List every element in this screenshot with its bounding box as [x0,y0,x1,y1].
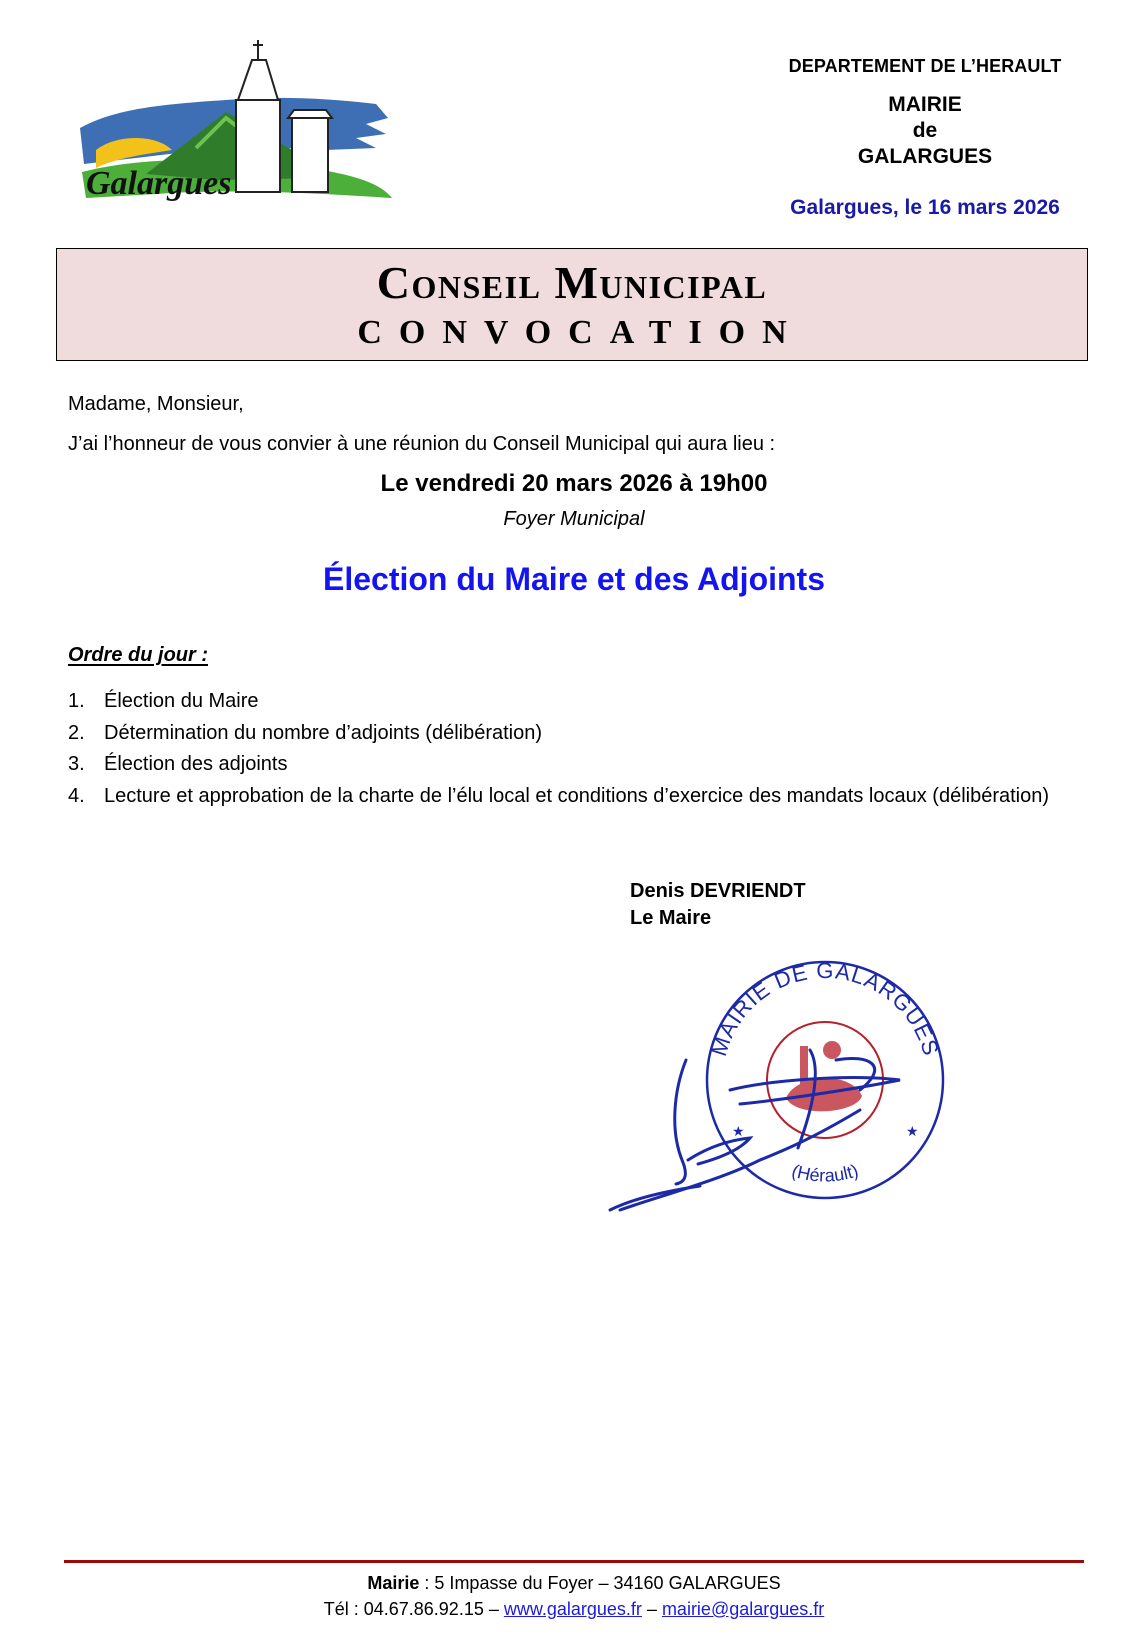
greeting: Madame, Monsieur, [68,393,244,415]
title-convocation: CONVOCATION [357,314,804,351]
star-icon: ★ [906,1123,919,1139]
mayor-name: Denis DEVRIENDT [630,880,806,902]
agenda-item-number: 1. [68,690,85,712]
agenda-list [68,686,1098,812]
intro-text: J’ai l’honneur de vous convier à une réunion du Conseil Municipal qui aura lieu : [68,433,776,455]
footer-phone: Tél : 04.67.86.92.15 – [323,1599,504,1619]
galargues-logo [76,38,412,208]
agenda-item-text: Élection des adjoints [104,753,288,775]
meeting-location: Foyer Municipal [503,508,645,530]
agenda-item-text: Élection du Maire [104,690,259,712]
logo-script-text: Galargues [86,165,232,202]
handwritten-signature [610,1050,900,1210]
letter-date: Galargues, le 16 mars 2026 [790,196,1060,219]
mairie-line2: de [912,119,938,142]
website-link[interactable]: www.galargues.fr [503,1599,642,1619]
meeting-headline: Élection du Maire et des Adjoints [323,561,825,597]
agenda-item [68,686,1098,718]
agenda-item-text: Lecture et approbation de la charte de l’élu local et conditions d’exercice des mandats locaux (délibération) [104,784,1050,807]
footer-divider [64,1560,1084,1563]
agenda-title: Ordre du jour : [68,644,208,666]
agenda-item-number: 3. [68,753,85,775]
mairie-line1: MAIRIE [888,93,962,116]
mairie-line3: GALARGUES [857,145,993,168]
footer-label: Mairie [367,1573,420,1593]
mayor-role: Le Maire [630,907,712,929]
official-stamp [600,940,950,1220]
email-link[interactable]: mairie@galargues.fr [661,1599,825,1619]
star-icon: ★ [732,1123,745,1139]
agenda-item [68,718,1098,750]
footer-separator: – [641,1599,662,1619]
agenda-item-number: 4. [68,784,85,807]
footer-address-line [0,1572,1148,1594]
footer-contact-line [0,1598,1148,1620]
agenda-item [68,749,1098,781]
stamp-bottom-text: (Hérault) [789,1160,861,1186]
title-conseil-municipal: Conseil Municipal [376,257,768,308]
signature-block [630,878,806,932]
footer-address: : 5 Impasse du Foyer – 34160 GALARGUES [419,1573,781,1593]
meeting-datetime: Le vendredi 20 mars 2026 à 19h00 [380,470,768,497]
agenda-item [68,781,1098,813]
title-box [56,248,1088,361]
department-label: DEPARTEMENT DE L’HERAULT [788,56,1062,76]
mairie-block [760,92,1090,170]
agenda-item-text: Détermination du nombre d’adjoints (délibération) [104,721,543,744]
agenda-item-number: 2. [68,721,85,744]
stamp-top-text: MAIRIE DE GALARGUES [706,957,944,1060]
